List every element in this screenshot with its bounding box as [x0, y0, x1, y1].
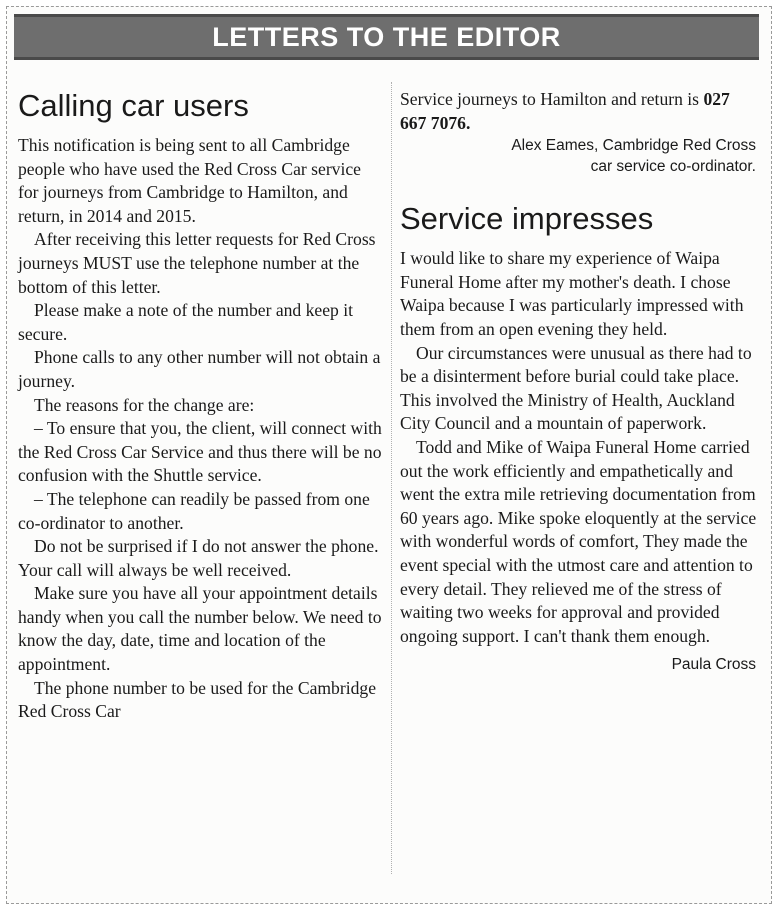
letter-paragraph: Todd and Mike of Waipa Funeral Home carried out the work efficiently and empathetically and went the extra mile retrieving documentation from 60 years ago. Mike spoke eloquently at the service with wonderful words of comfort, They made the event special with the utmost care and attention to every detail. They relieved me of the stress of waiting two weeks for approval and provided ongoing support. I can't thank them enough. [400, 436, 757, 646]
column-divider [391, 82, 392, 874]
letter-paragraph: Phone calls to any other number will not obtain a journey. [18, 347, 381, 391]
letter-paragraph: The reasons for the change are: [34, 394, 255, 415]
letter-continuation [400, 88, 760, 135]
letter-signoff [400, 135, 760, 177]
letter-calling-car-users [18, 88, 384, 724]
letter-paragraph: The phone number to be used for the Cambridge Red Cross Car [18, 677, 377, 722]
letter-paragraph: Please make a note of the number and keep it secure. [18, 300, 354, 344]
letter-paragraph: – The telephone can readily be passed from one co-ordinator to another. [18, 488, 370, 533]
letter-paragraph: Our circumstances were unusual as there had to be a disinterment before burial could take place. This involved the Ministry of Health, Auckland City Council and a mountain of paperwork. [400, 342, 752, 434]
signoff-name: Alex Eames, Cambridge Red Cross [511, 137, 756, 155]
phone-number: 027 667 7076. [400, 89, 730, 133]
section-banner [14, 14, 759, 60]
continuation-text: Service journeys to Hamilton and return is [400, 89, 704, 109]
letters-right-column [400, 88, 760, 675]
letter-paragraph: – To ensure that you, the client, will connect with the Red Cross Car Service and thus there will be no confusion with the Shuttle service. [18, 418, 382, 486]
letter-paragraph: After receiving this letter requests for Red Cross journeys MUST use the telephone number at the bottom of this letter. [18, 229, 376, 297]
letter-paragraph: Do not be surprised if I do not answer the phone. Your call will always be well received. [18, 536, 379, 580]
letter-paragraph: I would like to share my experience of Waipa Funeral Home after my mother's death. I chose Waipa because I was particularly impressed with them from an open evening they held. [400, 248, 744, 339]
letter-signoff: Paula Cross [671, 656, 756, 674]
letter-paragraph: Make sure you have all your appointment details handy when you call the number below. We need to know the day, date, time and location of the appointment. [18, 583, 382, 675]
letter-headline: Calling car users [18, 88, 249, 123]
letter-paragraph: This notification is being sent to all Cambridge people who have used the Red Cross Car service for journeys from Cambridge to Hamilton, and return, in 2014 and 2015. [18, 135, 361, 226]
section-title: LETTERS TO THE EDITOR [212, 21, 561, 52]
letter-headline: Service impresses [400, 201, 654, 237]
signoff-role: car service co-ordinator. [590, 158, 756, 176]
